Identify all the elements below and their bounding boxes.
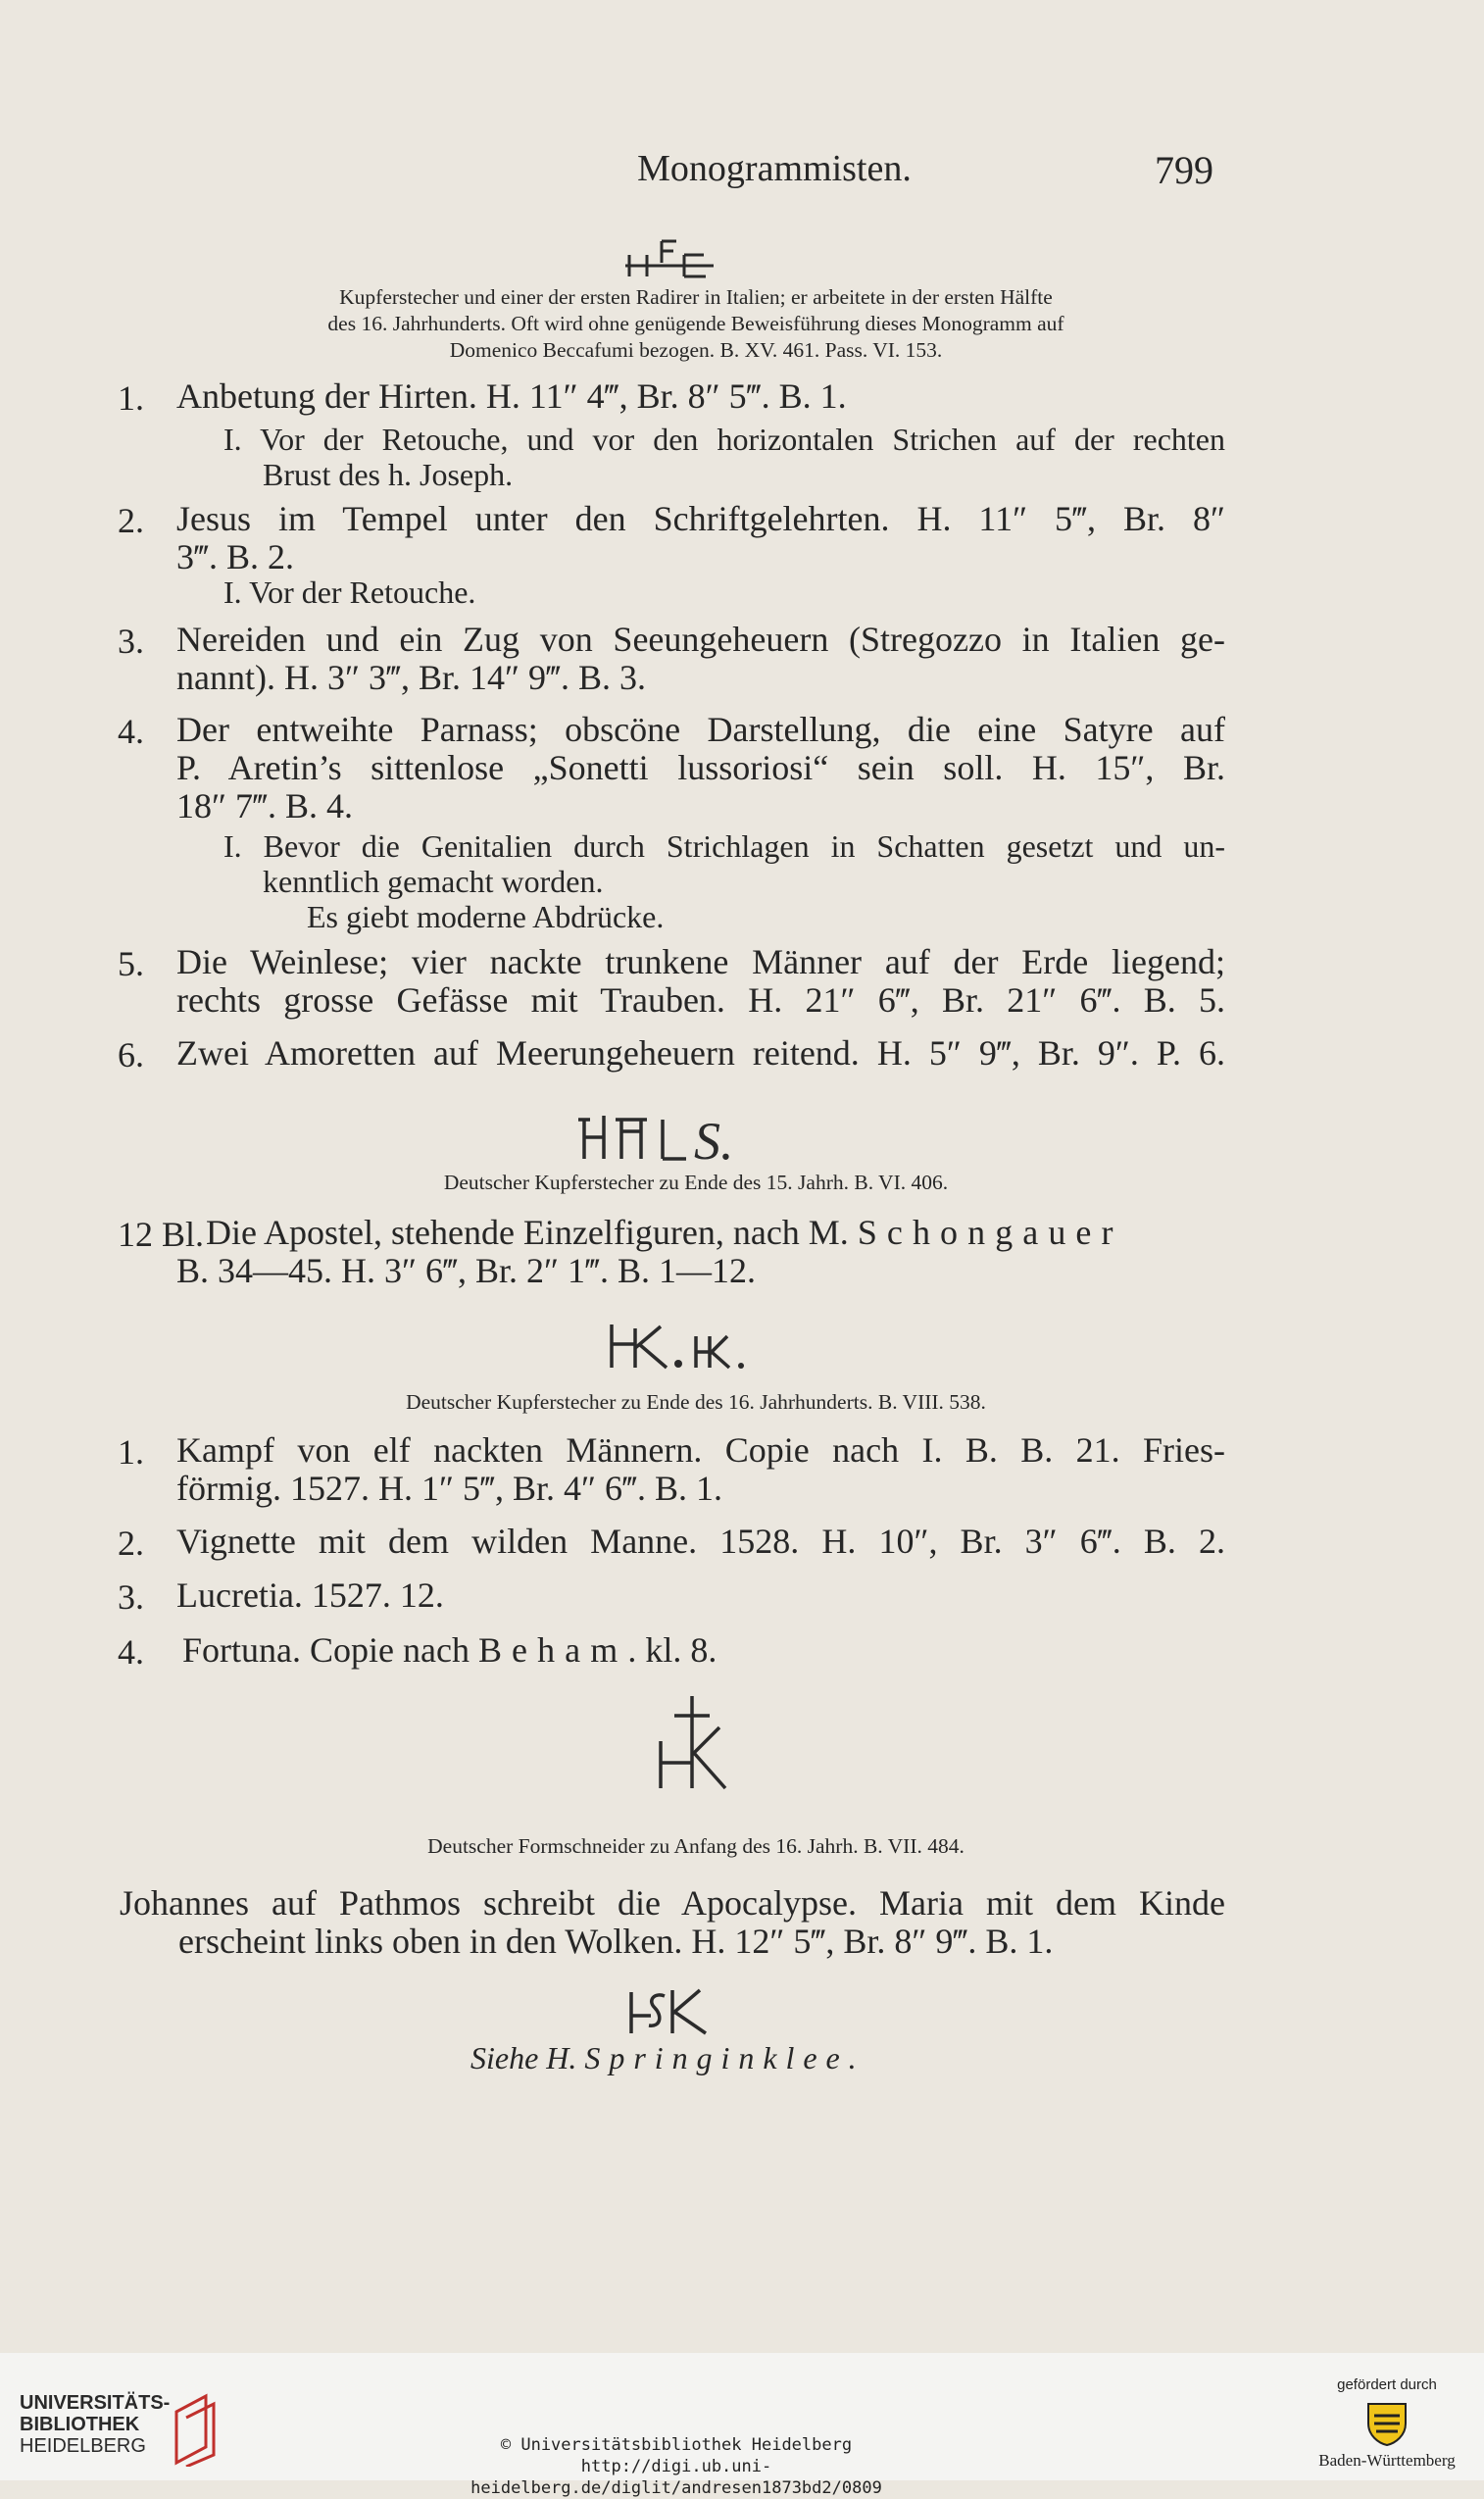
catalog-entry: Anbetung der Hirten. H. 11″ 4‴, Br. 8″ 5‴. B. 1. [176,376,847,416]
catalog-entry [120,1884,1225,1961]
monogram-hk [606,1319,753,1372]
entry-line: rechts grosse Gefässe mit Trauben. H. 21″ 6‴, Br. 21″ 6‴. B. 5. [176,980,1225,1020]
library-name-line: HEIDELBERG [20,2435,146,2457]
entry-number: 2. [118,501,144,540]
entry-line: erscheint links oben in den Wolken. H. 12″ 5‴, Br. 8″ 9‴. B. 1. [178,1922,1054,1961]
entry-number: 12 Bl. [118,1215,205,1254]
library-emblem-icon [167,2392,225,2467]
artist-name: Beham [477,1630,628,1670]
catalog-entry [176,711,1225,825]
entry-number: 1. [118,378,144,418]
artist-name: Schongauer [857,1213,1123,1252]
note-line: Domenico Beccafumi bezogen. B. XV. 461. Pass. VI. 153. [449,338,943,362]
catalog-entry [176,621,1225,697]
section-note: Deutscher Kupferstecher zu Ende des 16. Jahrhunderts. B. VIII. 538. [406,1390,986,1414]
entry-text: . kl. 8. [627,1630,717,1670]
entry-number: 1. [118,1432,144,1472]
entry-line: P. Aretin’s sittenlose „Sonetti lussoriosi“ sein soll. H. 15″, Br. [176,748,1225,787]
entry-number: 5. [118,944,144,983]
entry-line: Die Weinlese; vier nackte trunkene Männer auf der Erde liegend; [176,942,1225,981]
entry-text: Die Apostel, stehende Einzelfiguren, nach M. [206,1213,849,1252]
entry-line: 18″ 7‴. B. 4. [176,786,353,825]
see-also-note [470,2039,1059,2077]
entry-line: Jesus im Tempel unter den Schriftgelehrten. H. 11″ 5‴, Br. 8″ [176,499,1225,538]
entry-number: 6. [118,1035,144,1075]
sponsor-name: Baden-Württemberg [1318,2451,1456,2470]
catalog-entry [182,1631,1225,1670]
svg-text:S.: S. [694,1112,734,1163]
catalog-entry [176,943,1225,1020]
artist-name: Springinklee. [584,2040,866,2075]
entry-line: 3‴. B. 2. [176,537,295,576]
catalog-entry: B. 34—45. H. 3″ 6‴, Br. 2″ 1‴. B. 1—12. [176,1251,757,1290]
coat-of-arms-icon [1364,2400,1410,2447]
copyright-text: © Universitätsbibliothek Heidelberg [500,2435,853,2455]
state-line: Es giebt moderne Abdrücke. [307,899,665,934]
entry-line: nannt). H. 3″ 3‴, Br. 14″ 9‴. B. 3. [176,658,646,697]
state-note [223,422,1225,492]
see-also-text: Siehe H. [470,2040,577,2075]
entry-number: 4. [118,1632,144,1672]
footer-bar [0,2353,1484,2498]
page-number: 799 [1155,148,1213,192]
entry-number: 3. [118,622,144,661]
state-line: kenntlich gemacht worden. [263,864,604,899]
state-note: I. Vor der Retouche. [223,575,476,610]
state-note [223,828,1225,934]
catalog-entry [206,1214,1225,1252]
note-line: des 16. Jahrhunderts. Oft wird ohne genügende Beweisführung dieses Monogramm auf [327,312,1064,335]
library-name-line: BIBLIOTHEK [20,2414,140,2435]
entry-line: Nereiden und ein Zug von Seeungeheuern (Stregozzo in Italien ge- [176,620,1225,659]
state-line: I. Vor der Retouche, und vor den horizontalen Strichen auf der rechten [223,422,1225,457]
monogram-hk-cross [655,1694,729,1792]
copyright-notice [421,2434,931,2499]
catalog-entry [176,1431,1225,1508]
note-line: Kupferstecher und einer der ersten Radirer in Italien; er arbeitete in der ersten Hälfte [339,285,1053,309]
library-name-line: UNIVERSITÄTS- [20,2392,171,2414]
library-logo [20,2392,265,2471]
catalog-entry: Vignette mit dem wilden Manne. 1528. H. 10″, Br. 3″ 6‴. B. 2. [176,1522,1225,1561]
monogram-hhls [578,1108,774,1163]
entry-line: Kampf von elf nackten Männern. Copie nach I. B. B. 21. Fries- [176,1430,1225,1470]
section-note: Deutscher Formschneider zu Anfang des 16. Jahrh. B. VII. 484. [427,1834,965,1858]
catalog-entry [176,500,1225,576]
entry-line: förmig. 1527. H. 1″ 5‴, Br. 4″ 6‴. B. 1. [176,1469,722,1508]
entry-line: Der entweihte Parnass; obscöne Darstellung, die eine Satyre auf [176,710,1225,749]
state-line: I. Bevor die Genitalien durch Strichlagen in Schatten gesetzt und un- [223,828,1225,864]
monogram-hsk [625,1982,719,2037]
monogram-hfe [625,235,716,278]
state-line: Brust des h. Joseph. [263,457,514,492]
entry-number: 3. [118,1577,144,1617]
entry-text: Fortuna. Copie nach [182,1630,470,1670]
permalink[interactable]: http://digi.ub.uni-heidelberg.de/diglit/andresen1873bd2/0809 [470,2457,882,2498]
catalog-entry: Zwei Amoretten auf Meerungeheuern reitend. H. 5″ 9‴, Br. 9″. P. 6. [176,1033,1225,1073]
sponsor-label: gefördert durch [1337,2376,1437,2393]
entry-line: Johannes auf Pathmos schreibt die Apocalypse. Maria mit dem Kinde [120,1883,1225,1923]
entry-number: 4. [118,712,144,751]
catalog-entry: Lucretia. 1527. 12. [176,1575,444,1615]
section-note: Deutscher Kupferstecher zu Ende des 15. Jahrh. B. VI. 406. [443,1171,949,1194]
section-note [157,284,1235,364]
entry-number: 2. [118,1524,144,1563]
running-head: Monogrammisten. [637,148,912,189]
